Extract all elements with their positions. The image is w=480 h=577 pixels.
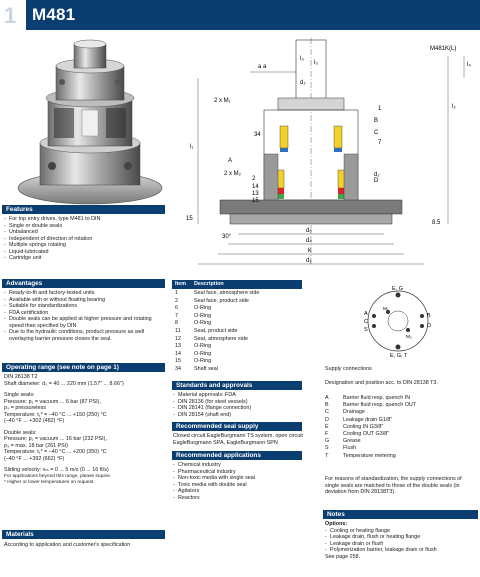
notes-text <box>325 521 477 560</box>
op-line: Temperature: t₁* = –40 °C ... +150 (250) °C <box>4 411 107 418</box>
op-note: For applications beyond this range, please inquire. <box>4 473 112 479</box>
product-photo <box>10 38 170 208</box>
sectional-drawing <box>178 38 478 270</box>
table-row: 12 Seat, atmosphere side <box>175 335 248 342</box>
notes-option: - Cooling or heating flange <box>325 528 477 535</box>
feature-item: - For top entry drives, type M481 to DIN <box>4 216 164 223</box>
op-line: p₃ = pressureless <box>4 405 46 411</box>
standard-item: - DIN 28141 (flange connection) <box>173 405 301 412</box>
table-row: 7 O-Ring <box>175 312 212 319</box>
standards-list <box>173 392 301 418</box>
chapter-tab <box>0 0 28 30</box>
standards-heading: Standards and approvals <box>172 381 302 390</box>
op-note: * Higher or lower temperatures on request. <box>4 479 95 485</box>
conn-label-c: C <box>364 319 368 325</box>
table-row: 14 O-Ring <box>175 350 212 357</box>
table-row: 1 Seal face, atmosphere side <box>175 290 260 296</box>
features-list <box>4 216 164 262</box>
dim-l3b: l₃ <box>314 60 318 66</box>
dim-l4: l₄ <box>467 62 471 68</box>
table-row: 11 Seat, product side <box>175 328 238 334</box>
op-single-title: Single seals: <box>4 392 35 398</box>
op-line: (–40 °F ... +392 (662) °F) <box>4 455 65 462</box>
application-item: - Non-toxic media with single seal <box>173 475 301 482</box>
conn-label-m2: M₂ <box>406 335 412 340</box>
connections-legend: A Barrier fluid resp. quench IN B Barrier fluid resp. quench OUT C Drainage D Leakage drain G1/8" E Cooling IN G3/8" F Cooling OUT G3/8" G Grease S Flush T Temperature metering <box>325 395 417 459</box>
dim-aa: a a <box>258 64 267 70</box>
supply-line: Closed circuit EagleBurgmann TS system, open circuit <box>173 433 303 439</box>
op-line: Pressure: p₁ = vacuum ... 16 bar (232 PSI), <box>4 436 107 442</box>
seal-supply-text <box>173 433 303 446</box>
notes-heading: Notes <box>323 510 478 519</box>
table-row: 8 O-Ring <box>175 320 212 327</box>
advantage-item: - FDA certification <box>4 310 166 317</box>
label-a: A <box>228 158 233 164</box>
connections-footnote: For reasons of standardization, the supply connections of single seals are matched to those of the double seals (in deviation from DIN 28138T3). <box>325 476 462 495</box>
label-13: 13 <box>252 191 259 197</box>
conn-label-m1: M₁ <box>383 307 389 312</box>
dim-k: k <box>308 248 311 254</box>
notes-see-page: See page 258. <box>325 553 361 560</box>
dim-d4: d₄ <box>306 238 312 244</box>
label-34: 34 <box>254 132 261 138</box>
label-8-5: 8.5 <box>432 220 441 226</box>
conn-label-s: S <box>364 327 368 333</box>
drawing-variant-label: M481K(L) <box>430 46 457 52</box>
label-15-side: 15 <box>186 216 193 222</box>
operating-range-text <box>4 374 166 486</box>
advantages-heading: Advantages <box>2 279 165 288</box>
table-row: 13 O-Ring <box>175 343 212 350</box>
table-row: 34 Shaft seal <box>175 366 218 372</box>
supply-line: EagleBurgmann SPA, EagleBurgmann SPN <box>173 439 278 446</box>
label-2xm2: 2 x M₂ <box>224 171 241 177</box>
op-line: Pressure: p₁ = vacuum ... 6 bar (87 PSI), <box>4 398 101 405</box>
col-description: Description <box>194 281 224 287</box>
col-item: Item <box>175 281 187 287</box>
label-1: 1 <box>378 106 382 112</box>
label-7: 7 <box>378 140 382 146</box>
application-item: - Pharmaceutical industry <box>173 469 301 476</box>
advantage-item: - Ready-to-fit and factory-tested units <box>4 290 166 297</box>
chapter-number: 1 <box>4 3 17 28</box>
supply-connections-caption: Supply connections <box>325 366 372 372</box>
seal-face-atm-left <box>280 126 288 148</box>
advantage-item: - Available with or without floating bearing <box>4 297 166 304</box>
applications-heading: Recommended applications <box>172 451 302 460</box>
feature-item: - Unbalanced <box>4 229 164 236</box>
table-row: 2 Seal face, product side <box>175 297 249 304</box>
label-d: D <box>374 178 379 184</box>
operating-range-heading: Operating range (see note on page 1) <box>2 363 165 372</box>
application-item: - Agitators <box>173 488 301 495</box>
conn-label-d: D <box>427 323 431 329</box>
application-item: - Chemical industry <box>173 462 301 469</box>
advantage-item: - Suitable for standardizations <box>4 303 166 310</box>
op-line: DIN 28138 T2 <box>4 374 38 380</box>
dim-d1: d₁ <box>306 258 312 264</box>
notes-option: - Polymerization barrier, leakage drain or flush <box>325 547 477 554</box>
label-angle: 30° <box>222 234 232 240</box>
feature-item: - Multiple springs rotating <box>4 242 164 249</box>
label-d2: d₂ <box>374 172 380 178</box>
table-row: 15 O-Ring <box>175 358 212 365</box>
op-line: (–40 °F ... +302 (482) °F) <box>4 418 65 424</box>
op-sliding: Sliding velocity: vₘ = 0 ... 5 m/s (0 ... 16 ft/s) <box>4 467 109 473</box>
applications-list <box>173 462 301 501</box>
advantage-item: - Due to the hydraulic conditions, product pressure as well overlaying barrier pressure closes the seal. <box>4 329 166 342</box>
conn-label-top: E, G <box>392 286 404 292</box>
supply-connections-diagram <box>362 284 452 358</box>
dim-d2-top: d₂ <box>300 80 306 86</box>
label-2: 2 <box>252 176 256 182</box>
feature-item: - Single or double seals <box>4 223 164 230</box>
materials-heading: Materials <box>2 530 165 539</box>
features-heading: Features <box>2 205 165 214</box>
feature-item: - Liquid-lubricated <box>4 249 164 256</box>
conn-label-bottom: E, G, T <box>390 353 408 358</box>
op-double-title: Double seals: <box>4 429 37 436</box>
dim-l3: l₃ <box>300 56 304 62</box>
standard-item: - DIN 28136 (for steel vessels) <box>173 399 301 406</box>
op-line: Shaft diameter: d₃ = 40 ... 220 mm (1.57" ... 8.66") <box>4 380 124 387</box>
seal-supply-heading: Recommended seal supply <box>172 422 302 431</box>
notes-option: - Leakage drain, flush or heating flange <box>325 534 477 541</box>
dim-l2: l₂ <box>452 104 456 110</box>
notes-option: - Leakage drain or flush <box>325 541 477 548</box>
standard-item: - Material approvals: FDA <box>173 392 301 399</box>
conn-label-b: B <box>427 313 431 319</box>
seal-face-atm-right <box>334 126 342 148</box>
notes-options-title: Options: <box>325 521 348 527</box>
advantages-list <box>4 290 166 342</box>
item-table-header <box>172 280 302 289</box>
table-row: 6 O-Ring <box>175 305 212 312</box>
label-14: 14 <box>252 184 259 190</box>
label-c: C <box>374 130 379 136</box>
materials-text: According to application and customer's specification <box>4 542 131 548</box>
op-line: Temperature: t₁* = –40 °C ... +200 (350) °C <box>4 449 107 455</box>
application-item: - Reactors <box>173 495 301 502</box>
standard-item: - DIN 28154 (shaft end) <box>173 412 301 419</box>
dim-l1: l₁ <box>190 144 194 150</box>
dim-d6: d₆ <box>306 228 312 234</box>
label-2xm1: 2 x M₁ <box>214 98 231 104</box>
label-b: B <box>374 118 379 124</box>
label-15: 15 <box>252 198 259 204</box>
advantage-item: - Double seals can be applied at higher pressure and rotating speed than specified by DIN <box>4 316 166 329</box>
conn-label-a: A <box>364 311 368 317</box>
feature-item: - Independent of direction of rotation <box>4 236 164 243</box>
page-title: M481 <box>32 5 76 24</box>
feature-item: - Cartridge unit <box>4 255 164 262</box>
designation-note: Designation and position acc. to DIN 28138 T3. <box>325 380 438 386</box>
application-item: - Toxic media with double seal <box>173 482 301 489</box>
op-line: p₃ = max. 18 bar (261 PSI) <box>4 442 69 449</box>
